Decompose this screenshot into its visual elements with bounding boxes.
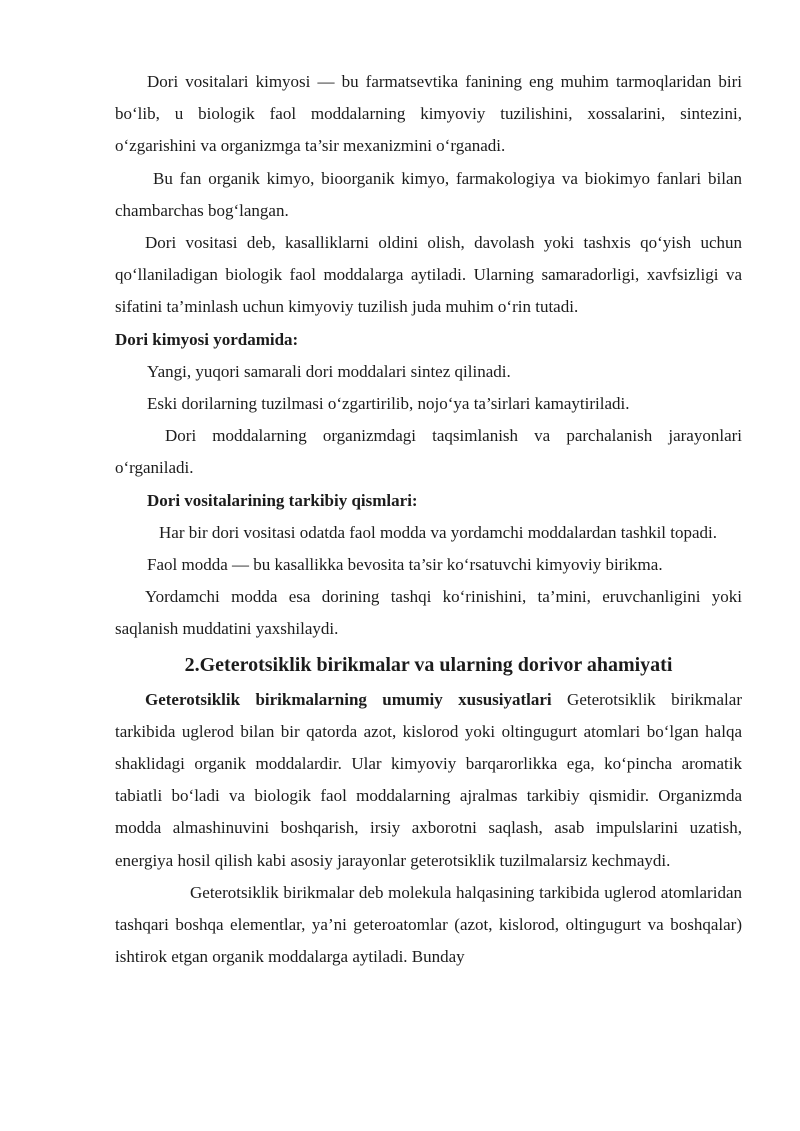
list-item-modification: Eski dorilarning tuzilmasi o‘zgartirilib, nojo‘ya ta’sirlari kamaytiriladi. <box>147 394 630 414</box>
paragraph-heterocyclic-text: Geterotsiklik birikmalar tarkibida uglerod bilan bir qatorda azot, kislorod yoki oltingugurt atomlari bo‘lgan halqa shaklidagi organik moddalardir. Ular kimyoviy barqarorlikka ega, ko‘pincha aromatik tabiatli bo‘ladi va biologik faol moddalarning ajralmas tarkibiy qismidir. Organizmda modda almashinuvini boshqarish, irsiy axborotni saqlash, asab impulslarini uzatish, energiya hosil qilish kabi asosiy jarayonlar geterotsiklik tuzilmalarsiz kechmaydi. <box>115 689 742 870</box>
paragraph-definition: Dori vositasi deb, kasalliklarni oldini olish, davolash yoki tashxis qo‘yish uchun qo‘llaniladigan biologik faol moddalarga aytiladi. Ularning samaradorligi, xavfsizligi va sifatini ta’minlash uchun kimyoviy tuzilish juda muhim o‘rin tutadi. <box>115 233 742 317</box>
paragraph-composition: Har bir dori vositasi odatda faol modda va yordamchi moddalardan tashkil topadi. <box>159 522 718 542</box>
paragraph-related-fields: Bu fan organik kimyo, bioorganik kimyo, farmakologiya va biokimyo fanlari bilan chambarchas bog‘langan. <box>115 168 742 220</box>
paragraph-heterocyclic-definition: Geterotsiklik birikmalar deb molekula halqasining tarkibida uglerod atomlaridan tashqari boshqa elementlar, ya’ni geteroatomlar (azot, kislorod, oltingugurt va boshqalar) ishtirok etgan organik moddalarga aytiladi. Bunday <box>115 882 742 967</box>
heading-components: Dori vositalarining tarkibiy qismlari: <box>147 490 418 510</box>
section-title: 2.Geterotsiklik birikmalar va ularning dorivor ahamiyati <box>184 653 673 676</box>
paragraph-intro: Dori vositalari kimyosi — bu farmatsevtika fanining eng muhim tarmoqlaridan biri bo‘lib, u biologik faol moddalarning kimyoviy tuzilishini, xossalarini, sintezini, o‘zgarishini va organizmga ta’sir mexanizmini o‘rganadi. <box>115 72 742 156</box>
paragraph-auxiliary-substance: Yordamchi modda esa dorining tashqi ko‘rinishini, ta’mini, eruvchanligini yoki saqlanish muddatini yaxshilaydi. <box>115 587 742 639</box>
paragraph-heterocyclic-properties <box>115 684 742 877</box>
list-item-distribution: Dori moddalarning organizmdagi taqsimlanish va parchalanish jarayonlari o‘rganiladi. <box>115 426 742 478</box>
document-page <box>115 66 742 973</box>
list-item-synthesis: Yangi, yuqori samarali dori moddalari sintez qilinadi. <box>147 361 511 381</box>
paragraph-active-substance: Faol modda — bu kasallikka bevosita ta’sir ko‘rsatuvchi kimyoviy birikma. <box>147 555 663 575</box>
bold-lead-in: Geterotsiklik birikmalarning umumiy xususiyatlari <box>145 689 552 709</box>
heading-dori-kimyosi: Dori kimyosi yordamida: <box>115 329 299 349</box>
